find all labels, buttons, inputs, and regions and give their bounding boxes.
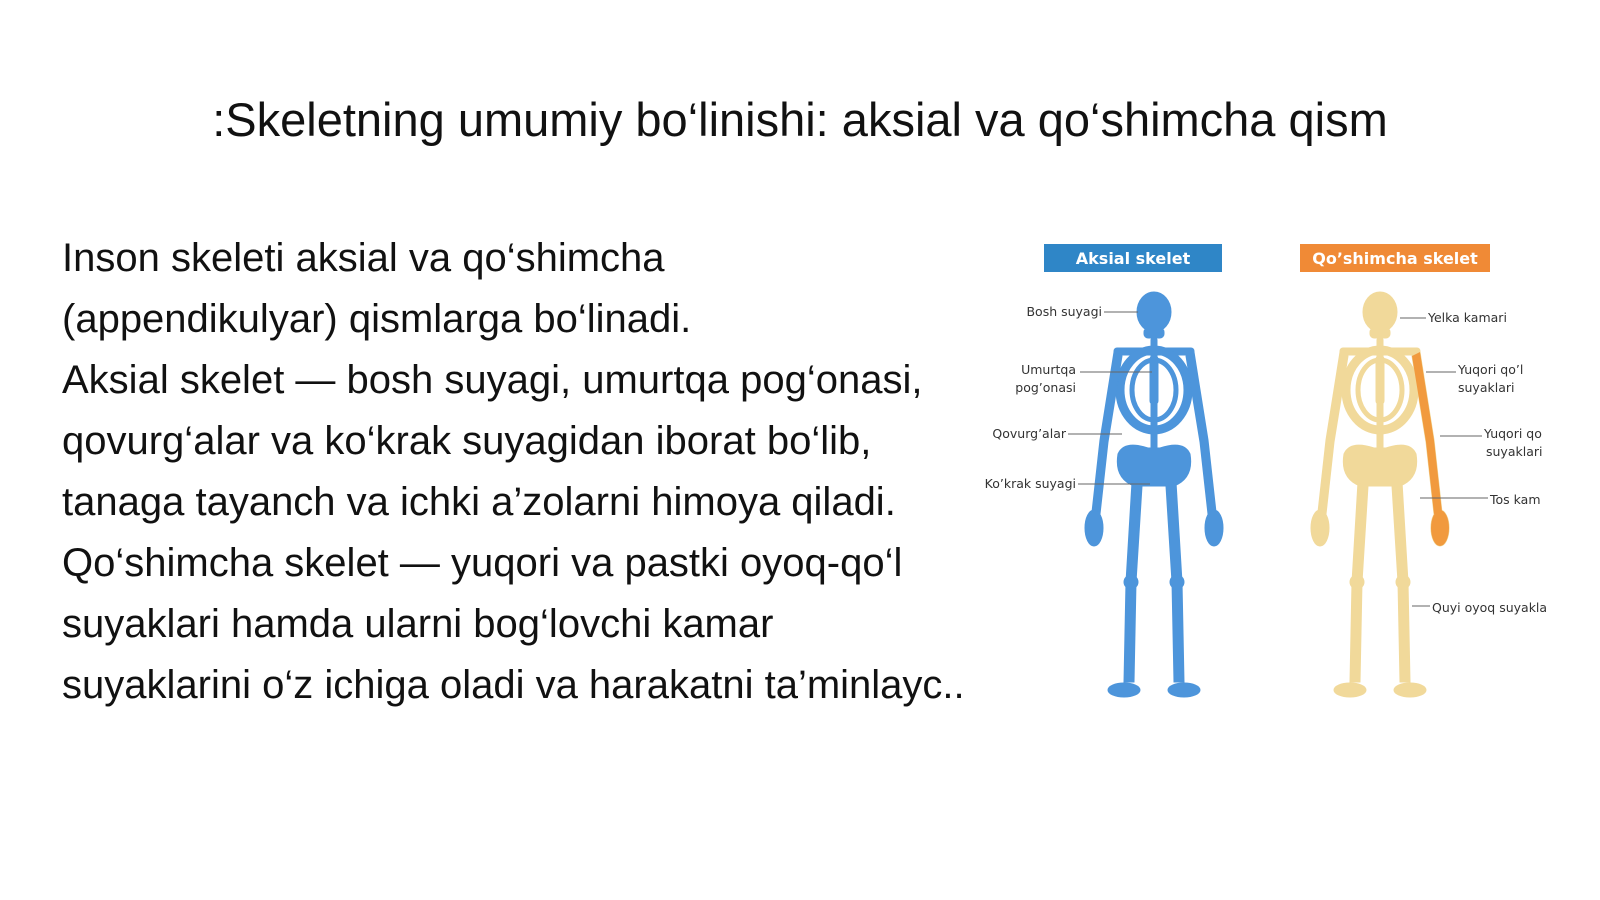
appendicular-label-upper-1b: suyaklari bbox=[1458, 380, 1515, 395]
appendicular-skeleton bbox=[1311, 292, 1449, 697]
axial-label-ribs: Qovurg’alar bbox=[992, 426, 1066, 441]
axial-label-skull: Bosh suyagi bbox=[1026, 304, 1102, 319]
skeleton-figure bbox=[984, 236, 1600, 696]
body-line: suyaklarini o‘z ichiga oladi va harakatni ta’minlayc.. bbox=[62, 663, 965, 707]
slide-body-text bbox=[62, 228, 1062, 716]
axial-header-label: Aksial skelet bbox=[1075, 249, 1191, 268]
axial-label-spine-1: Umurtqa bbox=[1021, 362, 1076, 377]
body-line: qovurg‘alar va ko‘krak suyagidan iborat bo‘lib, bbox=[62, 419, 872, 463]
appendicular-label-upper-1a: Yuqori qo’l bbox=[1458, 362, 1524, 377]
appendicular-label-shoulder: Yelka kamari bbox=[1428, 310, 1507, 325]
appendicular-header-label: Qo’shimcha skelet bbox=[1312, 249, 1478, 268]
body-line: tanaga tayanch va ichki a’zolarni himoya qiladi. bbox=[62, 480, 896, 524]
appendicular-arm-highlight bbox=[1412, 352, 1449, 546]
axial-label-sternum: Ko’krak suyagi bbox=[984, 476, 1076, 491]
appendicular-label-upper-2b: suyaklari bbox=[1486, 444, 1543, 459]
body-line: Inson skeleti aksial va qo‘shimcha bbox=[62, 236, 665, 280]
axial-skeleton bbox=[1085, 292, 1223, 697]
body-line: (appendikulyar) qismlarga bo‘linadi. bbox=[62, 297, 692, 341]
axial-label-spine-2: pog’onasi bbox=[1015, 380, 1076, 395]
appendicular-label-upper-2a: Yuqori qo bbox=[1484, 426, 1542, 441]
body-line: Aksial skelet — bosh suyagi, umurtqa pog‘onasi, bbox=[62, 358, 923, 402]
body-line: suyaklari hamda ularni bog‘lovchi kamar bbox=[62, 602, 774, 646]
body-line: Qo‘shimcha skelet — yuqori va pastki oyoq-qo‘l bbox=[62, 541, 903, 585]
skeleton-diagram bbox=[984, 236, 1600, 696]
appendicular-label-pelvis: Tos kam bbox=[1490, 492, 1541, 507]
slide-title: :Skeletning umumiy bo‘linishi: aksial va qo‘shimcha qism bbox=[212, 93, 1388, 146]
appendicular-label-lower: Quyi oyoq suyakla bbox=[1432, 600, 1548, 615]
